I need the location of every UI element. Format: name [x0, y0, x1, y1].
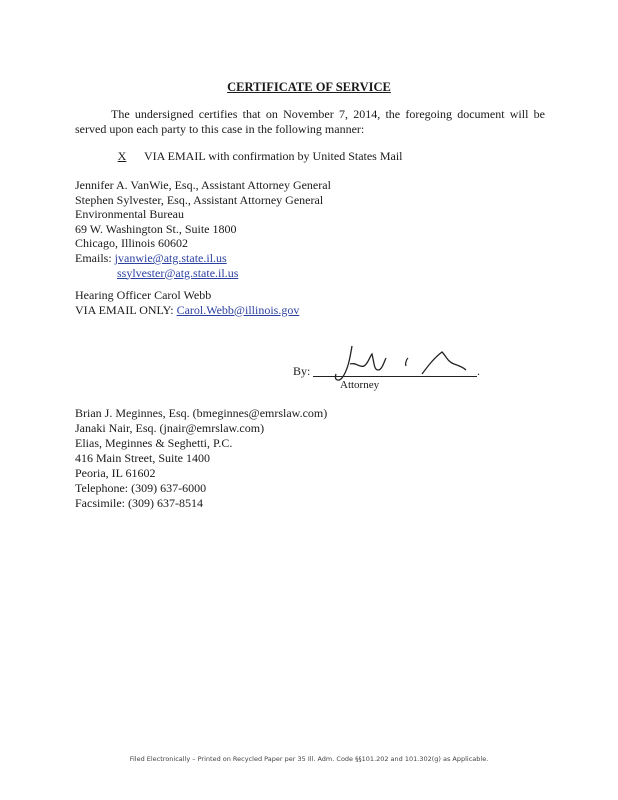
signature-end-mark: .	[477, 364, 480, 378]
email-only-label: VIA EMAIL ONLY:	[75, 302, 174, 317]
hearing-officer-name: Hearing Officer Carol Webb	[75, 288, 212, 302]
recipient-line: Chicago, Illinois 60602	[75, 236, 188, 251]
counsel-line: Facsimile: (309) 637-8514	[75, 496, 203, 510]
service-method	[110, 149, 403, 163]
certification-paragraph: The undersigned certifies that on November 7, 2014, the foregoing document will be served upon each party to this case in the following manner:	[75, 107, 545, 136]
signatory-title: Attorney	[340, 379, 380, 391]
document-title: CERTIFICATE OF SERVICE	[227, 80, 391, 94]
recipient-email-line	[75, 266, 331, 281]
counsel-line: 416 Main Street, Suite 1400	[75, 451, 210, 465]
email-link-webb[interactable]: Carol.Webb@illinois.gov	[176, 302, 300, 317]
counsel-line: Elias, Meginnes & Seghetti, P.C.	[75, 436, 233, 450]
counsel-line: Telephone: (309) 637-6000	[75, 481, 207, 495]
counsel-line: Peoria, IL 61602	[75, 466, 156, 480]
recipient-line: 69 W. Washington St., Suite 1800	[75, 221, 237, 236]
email-link-sylvester[interactable]: ssylvester@atg.state.il.us	[117, 265, 239, 280]
counsel-block	[75, 406, 327, 511]
hearing-officer-email-line	[75, 303, 299, 318]
recipient-line: Environmental Bureau	[75, 207, 184, 222]
service-method-mark: X	[117, 149, 127, 163]
counsel-line: Janaki Nair, Esq. (jnair@emrslaw.com)	[75, 421, 265, 435]
recipients-block	[75, 178, 331, 280]
emails-label: Emails:	[75, 250, 112, 265]
recipient-line: Jennifer A. VanWie, Esq., Assistant Attorney General	[75, 178, 331, 192]
service-method-label: VIA EMAIL with confirmation by United States Mail	[144, 149, 403, 163]
counsel-line: Brian J. Meginnes, Esq. (bmeginnes@emrslaw.com)	[75, 406, 328, 420]
recipient-line: Stephen Sylvester, Esq., Assistant Attorney General	[75, 192, 324, 207]
hearing-officer-block	[75, 288, 299, 317]
page-footer: Filed Electronically – Printed on Recycled Paper per 35 Ill. Adm. Code §§101.202 and 101.302(g) as Applicable.	[129, 755, 489, 763]
email-link-vanwie[interactable]: jvanwie@atg.state.il.us	[114, 250, 227, 265]
by-label: By:	[293, 364, 311, 378]
recipient-emails-line	[75, 251, 331, 266]
